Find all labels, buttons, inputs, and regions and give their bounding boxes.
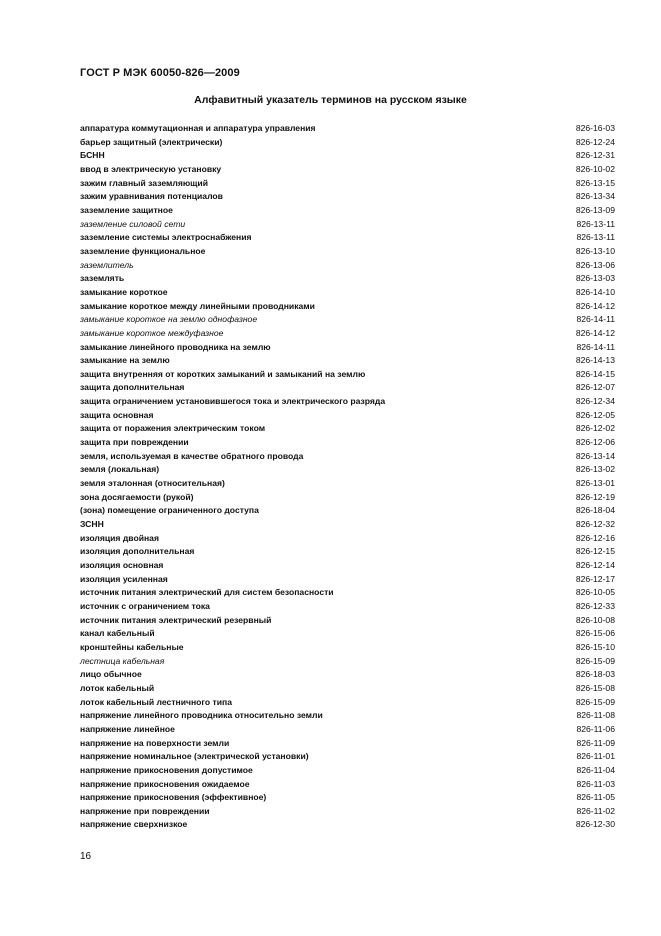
index-term: источник с ограничением тока <box>80 600 210 611</box>
index-term: защита от поражения электрическим током <box>80 423 266 434</box>
index-term: напряжение прикосновения (эффективное) <box>80 792 267 803</box>
index-code: 826-12-02 <box>575 423 615 434</box>
index-entry <box>80 450 615 464</box>
index-code: 826-12-30 <box>575 819 615 830</box>
index-code: 826-12-07 <box>575 382 615 393</box>
index-entry <box>80 204 615 218</box>
index-code: 826-15-06 <box>575 628 615 639</box>
index-code: 826-10-05 <box>575 587 615 598</box>
index-entry <box>80 600 615 614</box>
index-term: кронштейны кабельные <box>80 641 184 652</box>
index-code: 826-13-14 <box>575 450 615 461</box>
index-term: изоляция основная <box>80 560 164 570</box>
index-code: 826-11-09 <box>576 737 615 748</box>
index-term: лоток кабельный <box>80 682 155 693</box>
page-number: 16 <box>80 851 92 862</box>
index-entry <box>80 286 615 300</box>
index-code: 826-14-10 <box>575 286 615 297</box>
index-term: защита при повреждении <box>80 437 189 448</box>
index-term: земля (локальная) <box>80 464 160 475</box>
index-term: барьер защитный (электрически) <box>80 136 223 147</box>
index-entry <box>80 245 615 259</box>
index-code: 826-13-10 <box>575 245 615 256</box>
index-term: заземлять <box>80 273 125 284</box>
index-code: 826-12-24 <box>575 136 615 147</box>
index-term: защита ограничением установившегося тока и электрического разряда <box>80 396 386 407</box>
index-term: изоляция дополнительная <box>80 546 195 557</box>
index-code: 826-13-03 <box>575 273 615 284</box>
index-term: напряжение при повреждении <box>80 805 210 816</box>
index-term: заземлитель <box>80 259 134 270</box>
index-code: 826-12-17 <box>575 573 615 584</box>
index-code: 826-14-12 <box>575 300 615 311</box>
index-entry <box>80 518 615 532</box>
index-code: 826-12-34 <box>575 396 615 407</box>
index-entry <box>80 709 615 723</box>
index-entry <box>80 368 615 382</box>
index-code: 826-10-08 <box>575 614 615 625</box>
index-term: замыкание короткое на землю однофазное <box>80 314 258 325</box>
index-code: 826-14-11 <box>576 341 615 352</box>
index-entry <box>80 586 615 600</box>
index-code: 826-12-15 <box>575 546 615 557</box>
index-code: 826-16-03 <box>575 123 615 133</box>
index-code: 826-12-14 <box>575 560 615 570</box>
index-entry <box>80 641 615 655</box>
index-entry <box>80 463 615 477</box>
index-code: 826-15-09 <box>575 696 615 707</box>
index-term: замыкание линейного проводника на землю <box>80 341 271 352</box>
index-code: 826-12-33 <box>575 600 615 611</box>
index-entry <box>80 136 615 150</box>
index-term: БСНН <box>80 150 105 161</box>
index-code: 826-15-09 <box>575 655 615 666</box>
index-term: заземление защитное <box>80 204 173 215</box>
index-term: земля, используемая в качестве обратного провода <box>80 450 304 461</box>
index-entry <box>80 818 615 832</box>
index-term: земля эталонная (относительная) <box>80 478 225 489</box>
index-entry <box>80 163 615 177</box>
index-entry <box>80 149 615 163</box>
index-code: 826-11-04 <box>576 764 615 775</box>
index-term: напряжение линейное <box>80 723 175 734</box>
index-term: лицо обычное <box>80 669 142 680</box>
index-code: 826-13-11 <box>576 218 615 229</box>
document-header: ГОСТ Р МЭК 60050-826—2009 <box>80 67 240 79</box>
index-term: зажим уравнивания потенциалов <box>80 191 223 202</box>
index-entry <box>80 231 615 245</box>
index-term: лоток кабельный лестничного типа <box>80 696 232 707</box>
index-term: напряжение номинальное (электрической установки) <box>80 751 309 762</box>
index-term: защита внутренняя от коротких замыканий и замыканий на землю <box>80 368 366 379</box>
index-entry <box>80 381 615 395</box>
index-entry <box>80 559 615 573</box>
index-entry <box>80 668 615 682</box>
index-code: 826-14-13 <box>575 355 615 366</box>
index-code: 826-18-04 <box>575 505 615 516</box>
index-term: зона досягаемости (рукой) <box>80 491 194 502</box>
index-code: 826-13-15 <box>575 177 615 188</box>
index-term: (зона) помещение ограниченного доступа <box>80 505 259 516</box>
index-code: 826-12-06 <box>575 437 615 448</box>
index-term: напряжение прикосновения допустимое <box>80 764 253 775</box>
index-code: 826-10-02 <box>575 163 615 174</box>
index-term: зажим главный заземляющий <box>80 177 208 188</box>
index-entry <box>80 545 615 559</box>
index-code: 826-13-09 <box>575 204 615 215</box>
index-code: 826-12-19 <box>575 491 615 502</box>
index-code: 826-13-11 <box>576 232 615 243</box>
index-entry <box>80 696 615 710</box>
index-code: 826-18-03 <box>575 669 615 680</box>
index-term: замыкание короткое между линейными проводниками <box>80 300 315 311</box>
index-term: замыкание на землю <box>80 355 170 366</box>
index-code: 826-15-08 <box>575 682 615 693</box>
index-entry <box>80 218 615 232</box>
index-entry <box>80 259 615 273</box>
index-entry <box>80 436 615 450</box>
index-term: заземление системы электроснабжения <box>80 232 252 243</box>
index-entry <box>80 573 615 587</box>
index-code: 826-14-11 <box>576 314 615 325</box>
index-entry <box>80 682 615 696</box>
index-code: 826-11-08 <box>576 710 615 721</box>
index-entry <box>80 805 615 819</box>
index-code: 826-11-01 <box>576 751 615 762</box>
index-code: 826-14-12 <box>575 327 615 338</box>
index-term: канал кабельный <box>80 628 155 639</box>
term-index-list <box>80 122 615 832</box>
index-term: напряжение на поверхности земли <box>80 737 230 748</box>
index-term: замыкание короткое междуфазное <box>80 327 224 338</box>
index-code: 826-11-06 <box>576 723 615 734</box>
index-entry <box>80 177 615 191</box>
index-entry <box>80 504 615 518</box>
index-entry <box>80 532 615 546</box>
index-term: изоляция усиленная <box>80 573 168 584</box>
index-term: напряжение линейного проводника относительно земли <box>80 710 323 721</box>
index-code: 826-11-03 <box>576 778 615 789</box>
index-code: 826-15-10 <box>575 641 615 652</box>
index-term: изоляция двойная <box>80 532 159 543</box>
index-term: аппаратура коммутационная и аппаратура управления <box>80 123 316 133</box>
index-entry <box>80 764 615 778</box>
index-entry <box>80 272 615 286</box>
index-term: заземление силовой сети <box>80 218 186 229</box>
index-term: защита дополнительная <box>80 382 185 393</box>
index-entry <box>80 778 615 792</box>
index-entry <box>80 395 615 409</box>
index-term: напряжение сверхнизкое <box>80 819 188 830</box>
index-entry <box>80 477 615 491</box>
index-entry <box>80 300 615 314</box>
index-code: 826-11-02 <box>576 805 615 816</box>
index-title: Алфавитный указатель терминов на русском языке <box>194 94 467 106</box>
index-entry <box>80 737 615 751</box>
index-term: источник питания электрический для систем безопасности <box>80 587 334 598</box>
index-term: ввод в электрическую установку <box>80 163 222 174</box>
index-code: 826-13-01 <box>575 478 615 489</box>
index-entry <box>80 327 615 341</box>
index-entry <box>80 791 615 805</box>
index-entry <box>80 614 615 628</box>
index-entry <box>80 422 615 436</box>
index-entry <box>80 354 615 368</box>
index-term: лестница кабельная <box>80 655 165 666</box>
index-code: 826-13-34 <box>575 191 615 202</box>
index-entry <box>80 190 615 204</box>
index-entry <box>80 750 615 764</box>
index-code: 826-11-05 <box>576 792 615 803</box>
index-entry <box>80 491 615 505</box>
index-term: напряжение прикосновения ожидаемое <box>80 778 250 789</box>
index-entry <box>80 122 615 136</box>
index-code: 826-13-02 <box>575 464 615 475</box>
index-term: заземление функциональное <box>80 245 206 256</box>
index-code: 826-12-16 <box>575 532 615 543</box>
index-code: 826-12-05 <box>575 409 615 420</box>
index-term: защита основная <box>80 409 154 420</box>
index-term: источник питания электрический резервный <box>80 614 272 625</box>
index-code: 826-12-32 <box>575 519 615 530</box>
index-entry <box>80 627 615 641</box>
index-code: 826-12-31 <box>575 150 615 161</box>
index-entry <box>80 341 615 355</box>
index-entry <box>80 409 615 423</box>
index-entry <box>80 313 615 327</box>
index-code: 826-13-06 <box>575 259 615 270</box>
index-entry <box>80 723 615 737</box>
index-code: 826-14-15 <box>575 368 615 379</box>
index-entry <box>80 655 615 669</box>
index-term: замыкание короткое <box>80 286 168 297</box>
index-term: ЗСНН <box>80 519 104 530</box>
